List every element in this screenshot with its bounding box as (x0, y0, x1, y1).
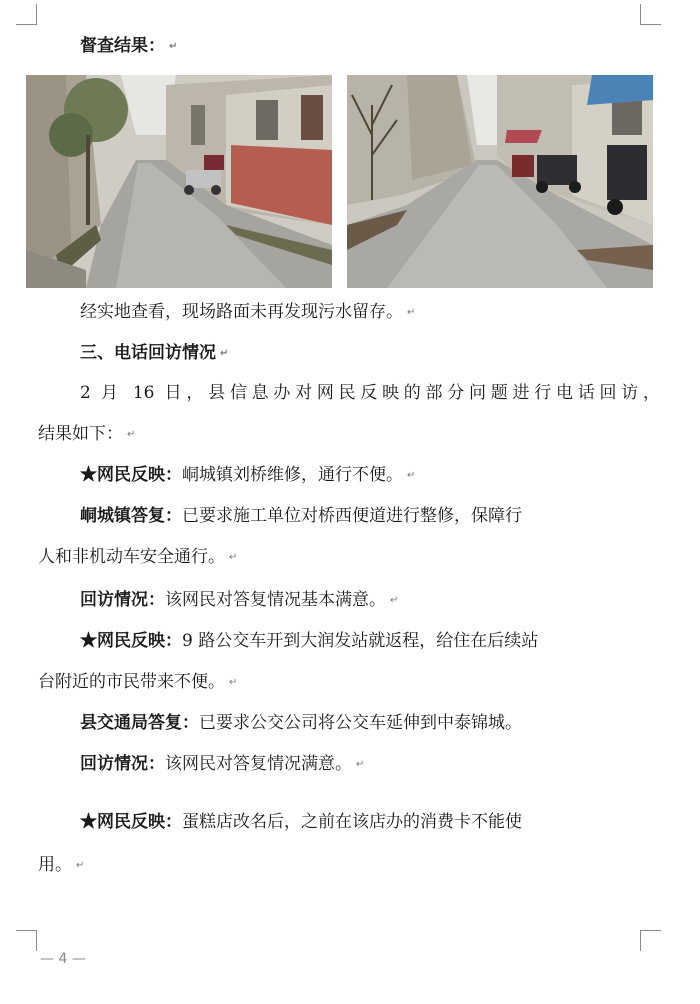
item-2-reply (80, 712, 522, 734)
paragraph-inspection-result: 经实地查看，现场路面未再发现污水留存。 ↵ (80, 302, 416, 322)
item-1-followup-text: 该网民对答复情况基本满意。 (165, 590, 386, 610)
crop-mark-top-left (16, 4, 37, 25)
item-2-report-line-2: 台附近的市民带来不便。 ↵ (38, 672, 238, 692)
crop-mark-bottom-left (16, 930, 37, 951)
section-title-phone-followup: 三、电话回访情况 ↵ (80, 343, 229, 363)
item-2-reply-label: 县交通局答复： (80, 713, 199, 733)
item-1-report-text: 峒城镇刘桥维修，通行不便。 (182, 465, 403, 485)
item-2-report-label: ★网民反映： (80, 631, 182, 651)
alley-photo-right (347, 75, 653, 288)
item-3-report-line-1 (80, 811, 522, 833)
item-2-followup: 回访情况：该网民对答复情况满意。 ↵ (80, 754, 365, 774)
result-heading: 督查结果： ↵ (80, 36, 178, 56)
item-2-report-text: 9 路公交车开到大润发站就返程，给住在后续站 (182, 631, 539, 651)
item-3-report-text: 蛋糕店改名后，之前在该店办的消费卡不能使 (182, 812, 522, 832)
alley-photo-left (26, 75, 332, 288)
page-number: — 4 — (40, 951, 86, 967)
item-1-reply-label: 峒城镇答复： (80, 506, 182, 526)
crop-mark-bottom-right (640, 930, 661, 951)
item-2-reply-text: 已要求公交公司将公交车延伸到中泰锦城。 (199, 713, 522, 733)
item-3-report-label: ★网民反映： (80, 812, 182, 832)
item-2-followup-label: 回访情况： (80, 754, 165, 774)
item-1-followup: 回访情况：该网民对答复情况基本满意。 ↵ (80, 590, 399, 610)
item-3-report-line-2: 用。 ↵ (38, 855, 85, 875)
intro-line-2: 结果如下： ↵ (38, 424, 136, 444)
intro-line-1: 2 月 16 日，县信息办对网民反映的部分问题进行电话回访， (80, 383, 660, 403)
item-2-report-line-1 (80, 630, 538, 652)
item-2-followup-text: 该网民对答复情况满意。 (165, 754, 352, 774)
item-1-report: ★网民反映：峒城镇刘桥维修，通行不便。 ↵ (80, 465, 416, 485)
crop-mark-top-right (640, 4, 661, 25)
item-1-reply-line-1 (80, 505, 522, 527)
item-1-reply-text: 已要求施工单位对桥西便道进行整修，保障行 (182, 506, 522, 526)
item-1-followup-label: 回访情况： (80, 590, 165, 610)
item-1-report-label: ★网民反映： (80, 465, 182, 485)
item-1-reply-line-2: 人和非机动车安全通行。 ↵ (38, 547, 238, 567)
